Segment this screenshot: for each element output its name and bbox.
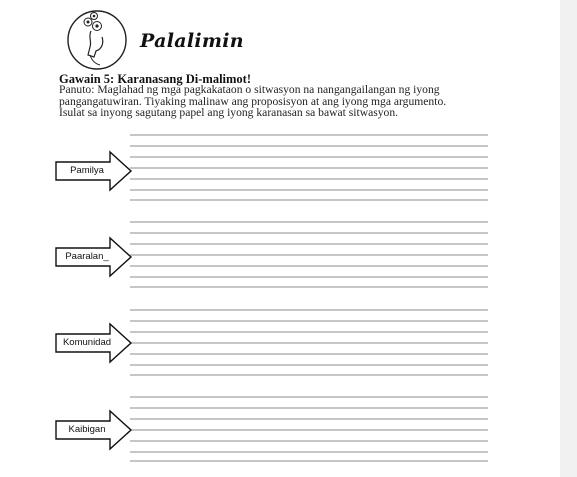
side-panel — [560, 0, 577, 477]
instruction-line: Panuto: Maglahad ng mga pagkakataon o sitwasyon na nangangailangan ng iyong — [59, 83, 440, 96]
label-komunidad: Komunidad — [62, 337, 112, 348]
writing-lines[interactable] — [130, 222, 488, 287]
label-kaibigan: Kaibigan — [68, 424, 106, 435]
instruction-line: Isulat sa inyong sagutang papel ang iyong karanasan sa bawat sitwasyon. — [59, 106, 399, 120]
label-pamilya: Pamilya — [70, 165, 104, 176]
writing-lines[interactable] — [130, 310, 488, 375]
activity-heading: Gawain 5: Karanasang Di-malimot! — [59, 72, 252, 86]
writing-lines[interactable] — [130, 397, 488, 461]
page-title: Palalimin — [140, 30, 244, 52]
instruction-line: pangangatuwiran. Tiyaking malinaw ang proposisyon at ang iyong mga argumento. — [59, 94, 447, 108]
label-paaralan: Paaralan_ — [65, 251, 109, 262]
writing-lines[interactable] — [130, 135, 488, 200]
